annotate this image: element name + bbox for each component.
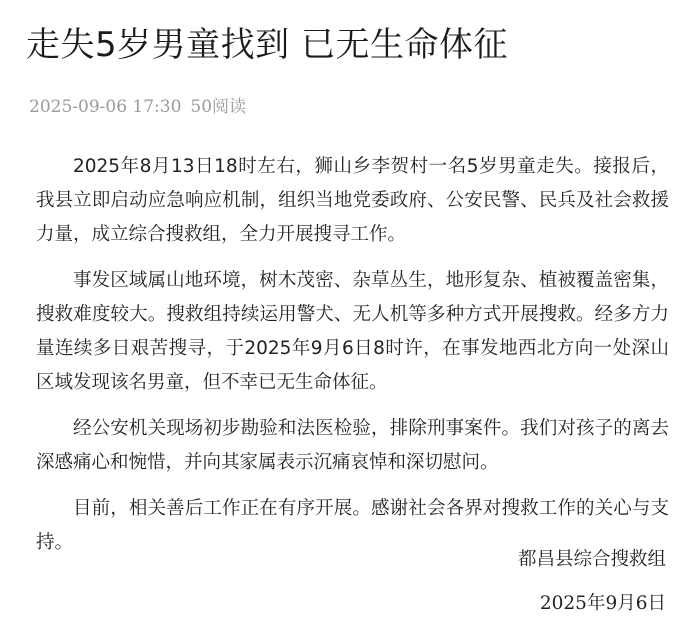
paragraph-4: 目前，相关善后工作正在有序开展。感谢社会各界对搜救工作的关心与支持。 (36, 498, 669, 553)
paragraph-1: 2025年8月13日18时左右，狮山乡李贺村一名5岁男童走失。接报后，我县立即启动应急响应机制，组织当地党委政府、公安民警、民兵及社会救援力量，成立综合搜救组，全力开展搜寻工作。 (36, 156, 669, 245)
signature-date: 2025年9月6日 (539, 593, 666, 614)
signature: 都昌县综合搜救组 (517, 549, 666, 570)
paragraph-2: 事发区域属山地环境，树木茂密、杂草丛生，地形复杂、植被覆盖密集，搜救难度较大。搜救组持续运用警犬、无人机等多种方式开展搜救。经多方力量连续多日艰苦搜寻，于2025年9月6日8时许，在事发地西北方向一处深山区域发现该名男童，但不幸已无生命体征。 (36, 270, 669, 393)
publish-datetime: 2025-09-06 17:30 (29, 97, 182, 117)
read-count: 50阅读 (190, 97, 247, 117)
article-body (36, 150, 669, 572)
article-meta (29, 93, 246, 121)
article-title: 走失5岁男童找到 已无生命体征 (26, 25, 508, 65)
paragraph-3: 经公安机关现场初步勘验和法医检验，排除刑事案件。我们对孩子的离去深感痛心和惋惜，并向其家属表示沉痛哀悼和深切慰问。 (36, 418, 669, 473)
